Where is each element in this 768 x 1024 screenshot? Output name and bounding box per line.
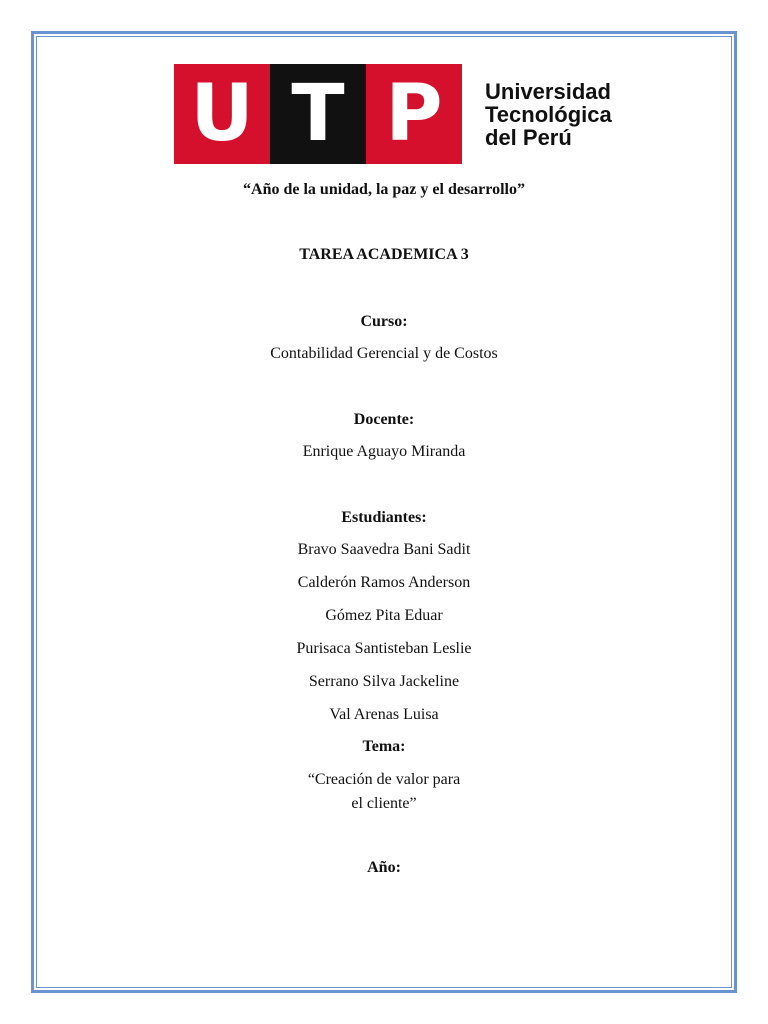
- student-name: Gómez Pita Eduar: [325, 607, 443, 624]
- logo-letter-u: U: [174, 64, 270, 164]
- logo-letter-t: T: [270, 64, 366, 164]
- student-name: Bravo Saavedra Bani Sadit: [297, 541, 471, 558]
- logo-name-line-2: Tecnológica: [485, 101, 612, 127]
- utp-logo: [174, 64, 612, 164]
- docente-label: Docente:: [353, 411, 415, 428]
- tema-label: Tema:: [362, 738, 406, 755]
- logo-name-line-3: del Perú: [485, 124, 572, 150]
- student-name: Purisaca Santisteban Leslie: [296, 640, 472, 657]
- document-title: TAREA ACADEMICA 3: [299, 246, 469, 263]
- year-motto: “Año de la unidad, la paz y el desarrollo”: [243, 181, 525, 198]
- curso-value: Contabilidad Gerencial y de Costos: [270, 345, 498, 362]
- logo-university-name: [485, 80, 612, 149]
- tema-value-line-2: el cliente”: [351, 795, 417, 812]
- logo-letter-p: P: [366, 64, 462, 164]
- anio-label: Año:: [367, 859, 401, 876]
- estudiantes-label: Estudiantes:: [341, 509, 427, 526]
- student-name: Serrano Silva Jackeline: [308, 673, 460, 690]
- student-name: Calderón Ramos Anderson: [297, 574, 471, 591]
- docente-value: Enrique Aguayo Miranda: [302, 443, 466, 460]
- tema-value-line-1: “Creación de valor para: [307, 771, 461, 788]
- curso-label: Curso:: [360, 313, 408, 330]
- logo-name-line-1: Universidad: [485, 78, 611, 104]
- student-name: Val Arenas Luisa: [329, 706, 439, 723]
